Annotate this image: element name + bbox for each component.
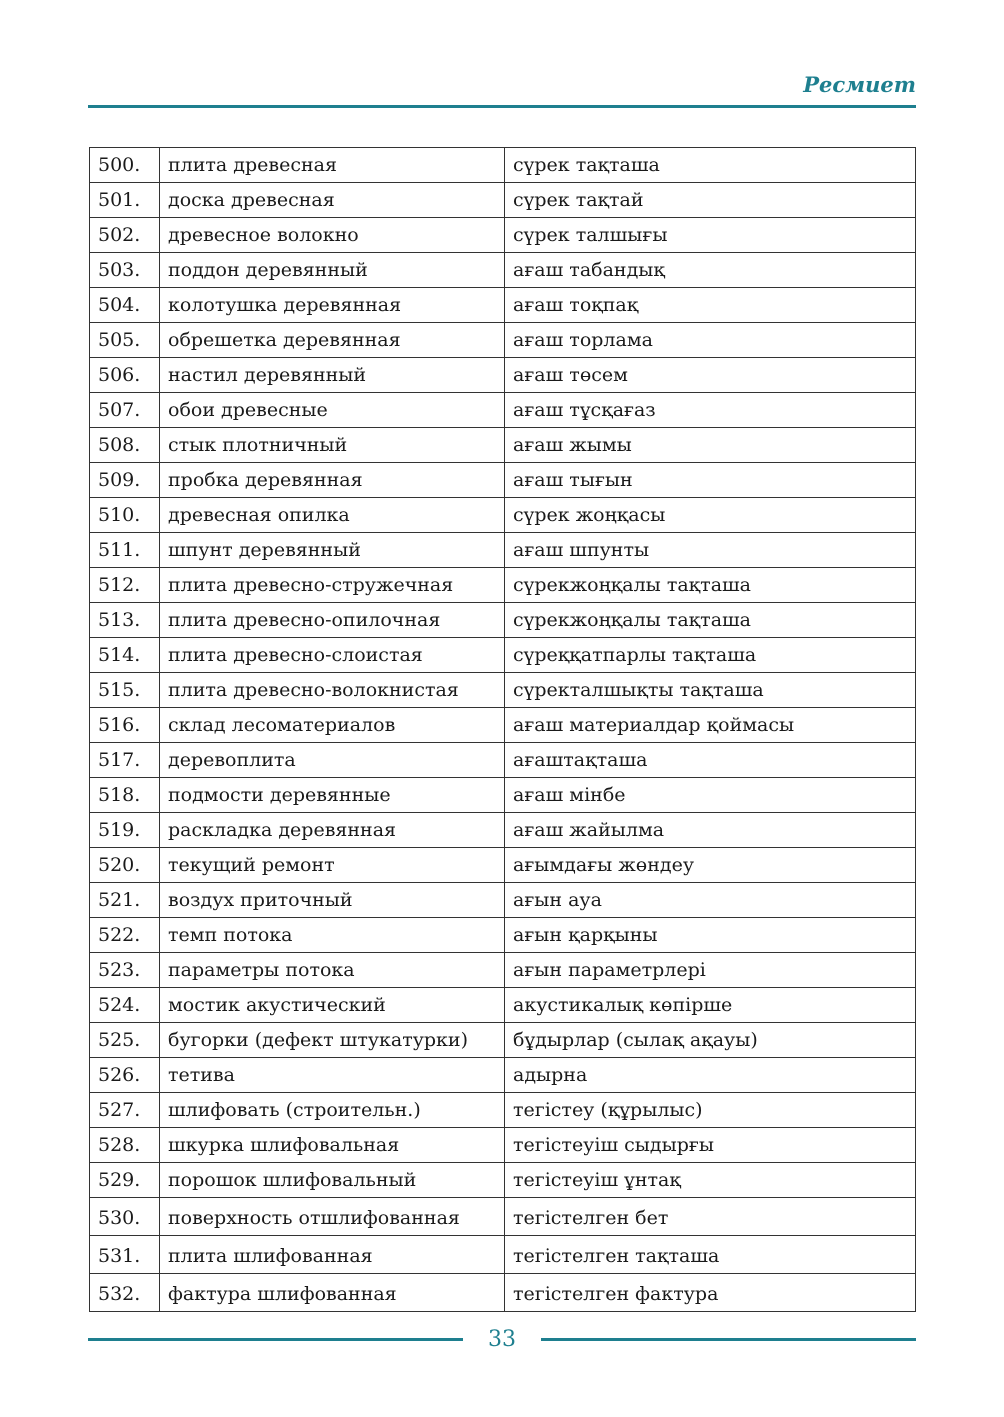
russian-term: плита древесно-волокнистая (160, 673, 505, 708)
entry-number: 510. (90, 498, 160, 533)
table-row (90, 743, 916, 778)
table-row (90, 988, 916, 1023)
russian-term: поверхность отшлифованная (160, 1198, 505, 1236)
glossary-body (90, 148, 916, 1312)
table-row (90, 428, 916, 463)
entry-number: 507. (90, 393, 160, 428)
russian-term: шлифовать (строительн.) (160, 1093, 505, 1128)
kazakh-term: ағаш тұсқағаз (505, 393, 916, 428)
kazakh-term: тегістеуіш ұнтақ (505, 1163, 916, 1198)
table-row (90, 813, 916, 848)
table-row (90, 1236, 916, 1274)
kazakh-term: сүрекжоңқалы тақташа (505, 568, 916, 603)
entry-number: 503. (90, 253, 160, 288)
russian-term: склад лесоматериалов (160, 708, 505, 743)
russian-term: мостик акустический (160, 988, 505, 1023)
table-row (90, 603, 916, 638)
russian-term: фактура шлифованная (160, 1274, 505, 1312)
russian-term: шкурка шлифовальная (160, 1128, 505, 1163)
kazakh-term: ағаш тығын (505, 463, 916, 498)
table-row (90, 498, 916, 533)
russian-term: плита древесно-слоистая (160, 638, 505, 673)
russian-term: деревоплита (160, 743, 505, 778)
table-row (90, 183, 916, 218)
kazakh-term: сүрек жоңқасы (505, 498, 916, 533)
russian-term: тетива (160, 1058, 505, 1093)
kazakh-term: ағаш жайылма (505, 813, 916, 848)
kazakh-term: тегістеу (құрылыс) (505, 1093, 916, 1128)
entry-number: 530. (90, 1198, 160, 1236)
table-row (90, 638, 916, 673)
entry-number: 531. (90, 1236, 160, 1274)
russian-term: плита древесно-опилочная (160, 603, 505, 638)
russian-term: плита древесная (160, 148, 505, 183)
kazakh-term: ағын қарқыны (505, 918, 916, 953)
entry-number: 519. (90, 813, 160, 848)
russian-term: плита древесно-стружечная (160, 568, 505, 603)
kazakh-term: ағаш жымы (505, 428, 916, 463)
table-row (90, 148, 916, 183)
kazakh-term: ағаш төсем (505, 358, 916, 393)
russian-term: подмости деревянные (160, 778, 505, 813)
table-row (90, 708, 916, 743)
kazakh-term: адырна (505, 1058, 916, 1093)
russian-term: доска древесная (160, 183, 505, 218)
footer-rule-right (541, 1338, 916, 1341)
russian-term: порошок шлифовальный (160, 1163, 505, 1198)
russian-term: поддон деревянный (160, 253, 505, 288)
table-row (90, 218, 916, 253)
entry-number: 514. (90, 638, 160, 673)
entry-number: 526. (90, 1058, 160, 1093)
entry-number: 504. (90, 288, 160, 323)
kazakh-term: акустикалық көпірше (505, 988, 916, 1023)
entry-number: 506. (90, 358, 160, 393)
kazakh-term: сүрек тақтай (505, 183, 916, 218)
table-row (90, 568, 916, 603)
russian-term: колотушка деревянная (160, 288, 505, 323)
glossary-table (89, 147, 916, 1312)
table-row (90, 673, 916, 708)
table-row (90, 1023, 916, 1058)
kazakh-term: ағаш тоқпақ (505, 288, 916, 323)
kazakh-term: ағаштақташа (505, 743, 916, 778)
entry-number: 527. (90, 1093, 160, 1128)
table-row (90, 393, 916, 428)
footer-rule-left (88, 1338, 463, 1341)
table-row (90, 883, 916, 918)
table-row (90, 323, 916, 358)
entry-number: 521. (90, 883, 160, 918)
russian-term: шпунт деревянный (160, 533, 505, 568)
russian-term: воздух приточный (160, 883, 505, 918)
section-title: Ресмиет (803, 72, 916, 97)
table-row (90, 1128, 916, 1163)
kazakh-term: сүрекжоңқалы тақташа (505, 603, 916, 638)
page-number: 33 (488, 1327, 516, 1352)
table-row (90, 253, 916, 288)
kazakh-term: ағаш табандық (505, 253, 916, 288)
kazakh-term: тегістелген фактура (505, 1274, 916, 1312)
entry-number: 522. (90, 918, 160, 953)
entry-number: 515. (90, 673, 160, 708)
russian-term: древесное волокно (160, 218, 505, 253)
russian-term: бугорки (дефект штукатурки) (160, 1023, 505, 1058)
kazakh-term: ағымдағы жөндеу (505, 848, 916, 883)
kazakh-term: ағын ауа (505, 883, 916, 918)
russian-term: древесная опилка (160, 498, 505, 533)
russian-term: обои древесные (160, 393, 505, 428)
russian-term: темп потока (160, 918, 505, 953)
table-row (90, 533, 916, 568)
entry-number: 511. (90, 533, 160, 568)
kazakh-term: тегістелген тақташа (505, 1236, 916, 1274)
entry-number: 518. (90, 778, 160, 813)
russian-term: раскладка деревянная (160, 813, 505, 848)
table-row (90, 1163, 916, 1198)
entry-number: 532. (90, 1274, 160, 1312)
russian-term: пробка деревянная (160, 463, 505, 498)
entry-number: 528. (90, 1128, 160, 1163)
entry-number: 509. (90, 463, 160, 498)
table-row (90, 463, 916, 498)
russian-term: параметры потока (160, 953, 505, 988)
russian-term: стык плотничный (160, 428, 505, 463)
table-row (90, 848, 916, 883)
entry-number: 513. (90, 603, 160, 638)
entry-number: 529. (90, 1163, 160, 1198)
entry-number: 512. (90, 568, 160, 603)
entry-number: 525. (90, 1023, 160, 1058)
russian-term: настил деревянный (160, 358, 505, 393)
kazakh-term: сүрек тақташа (505, 148, 916, 183)
entry-number: 516. (90, 708, 160, 743)
table-row (90, 778, 916, 813)
entry-number: 524. (90, 988, 160, 1023)
kazakh-term: ағаш шпунты (505, 533, 916, 568)
entry-number: 517. (90, 743, 160, 778)
kazakh-term: ағын параметрлері (505, 953, 916, 988)
kazakh-term: сүреққатпарлы тақташа (505, 638, 916, 673)
table-row (90, 1198, 916, 1236)
russian-term: обрешетка деревянная (160, 323, 505, 358)
entry-number: 523. (90, 953, 160, 988)
kazakh-term: бұдырлар (сылақ ақауы) (505, 1023, 916, 1058)
kazakh-term: сүректалшықты тақташа (505, 673, 916, 708)
kazakh-term: тегістеуіш сыдырғы (505, 1128, 916, 1163)
kazakh-term: ағаш мінбе (505, 778, 916, 813)
kazakh-term: сүрек талшығы (505, 218, 916, 253)
table-row (90, 918, 916, 953)
entry-number: 505. (90, 323, 160, 358)
entry-number: 508. (90, 428, 160, 463)
table-row (90, 953, 916, 988)
header-rule (88, 105, 916, 108)
russian-term: текущий ремонт (160, 848, 505, 883)
entry-number: 502. (90, 218, 160, 253)
entry-number: 501. (90, 183, 160, 218)
table-row (90, 288, 916, 323)
table-row (90, 1093, 916, 1128)
kazakh-term: ағаш торлама (505, 323, 916, 358)
table-row (90, 1058, 916, 1093)
kazakh-term: тегістелген бет (505, 1198, 916, 1236)
entry-number: 520. (90, 848, 160, 883)
russian-term: плита шлифованная (160, 1236, 505, 1274)
entry-number: 500. (90, 148, 160, 183)
table-row (90, 358, 916, 393)
table-row (90, 1274, 916, 1312)
kazakh-term: ағаш материалдар қоймасы (505, 708, 916, 743)
